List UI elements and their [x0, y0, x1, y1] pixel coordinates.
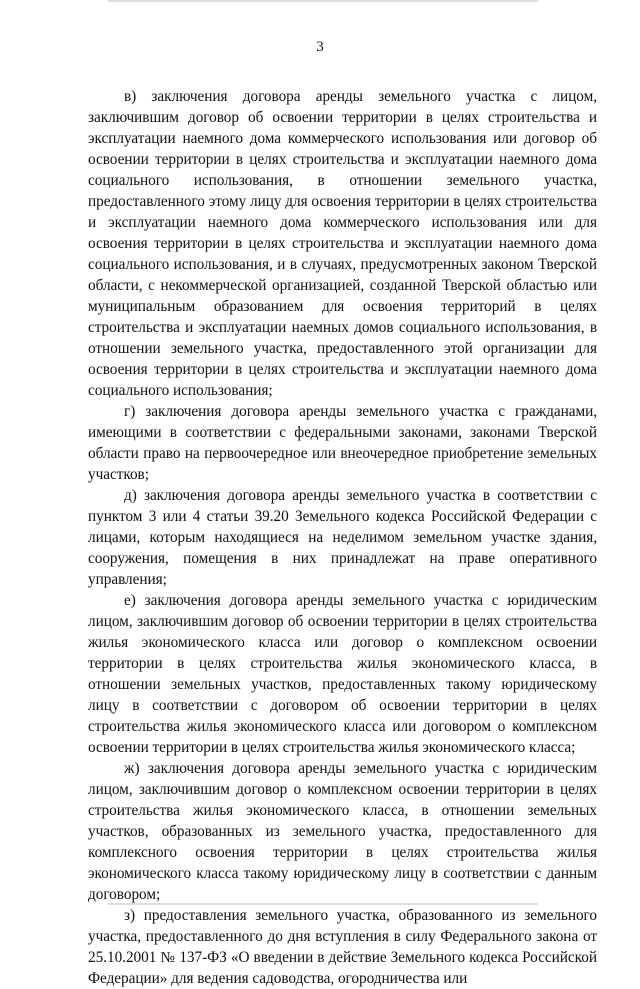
paragraph-zh: ж) заключения договора аренды земельного участка с юридическим лицом, заключившим договор о комплексном освоении территории в целях строительства жилья экономического класса, в отношении земельных участков, образованных из земельного участка, предоставленного для комплексного освоения территории в целях строительства жилья экономического класса такому юридическому лицу в соответствии с данным договором; — [88, 760, 597, 903]
paragraph-g: г) заключения договора аренды земельного участка с гражданами, имеющими в соответствии с федеральными законами, законами Тверской области право на первоочередное или внеочередное приобретение земельных участков; — [88, 403, 597, 483]
paragraph-d: д) заключения договора аренды земельного участка в соответствии с пунктом 3 или 4 статьи 39.20 Земельного кодекса Российской Федерации с лицами, которым находящиеся на неделимом земельном участке здания, сооружения, помещения в них принадлежат на праве оперативного управления; — [88, 487, 597, 588]
document-body — [88, 86, 597, 989]
paragraph-e: е) заключения договора аренды земельного участка с юридическим лицом, заключившим договор об освоении территории в целях строительства жилья экономического класса или договор о комплексном освоении территории в целях строительства жилья экономического класса, в отношении земельных участков, предоставленных такому юридическому лицу в соответствии с договором об освоении территории в целях строительства жилья экономического класса или договором о комплексном освоении территории в целях строительства жилья экономического класса; — [88, 592, 597, 756]
paragraph-z: з) предоставления земельного участка, образованного из земельного участка, предоставленного до дня вступления в силу Федерального закона от 25.10.2001 № 137-ФЗ «О введении в действие Земельного кодекса Российской Федерации» для ведения садоводства, огородничества или — [88, 907, 597, 987]
page-number: 3 — [316, 39, 324, 55]
paragraph-v: в) заключения договора аренды земельного участка с лицом, заключившим договор об освоении территории в целях строительства и эксплуатации наемного дома коммерческого использования или договор об освоении территории в целях строительства и эксплуатации наемного дома социального использования, в отношении земельного участка, предоставленного этому лицу для освоения территории в целях строительства и эксплуатации наемного дома коммерческого использования или для освоения территории в целях строительства и эксплуатации наемного дома социального использования, и в случаях, предусмотренных законом Тверской области, с некоммерческой организацией, созданной Тверской областью или муниципальным образованием для освоения территорий в целях строительства и эксплуатации наемных домов социального использования, в отношении земельного участка, предоставленного этой организации для освоения территории в целях строительства и эксплуатации наемного дома социального использования; — [88, 88, 597, 399]
top-scan-edge — [108, 0, 538, 2]
